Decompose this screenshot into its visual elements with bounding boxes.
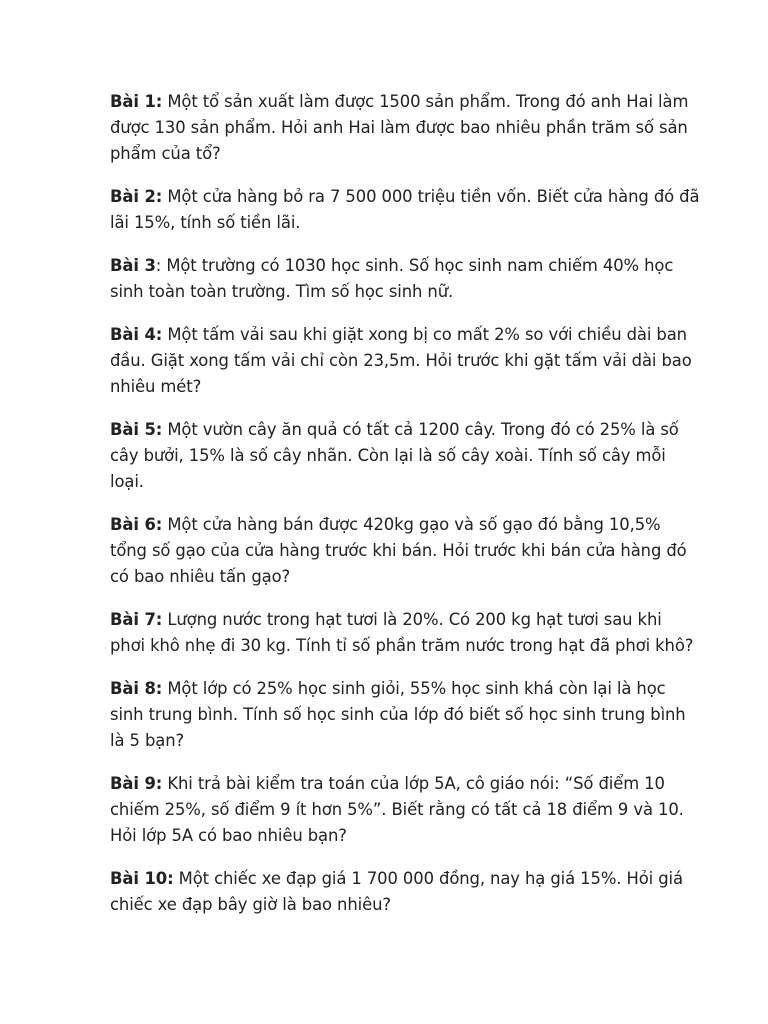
- problem-text: : Một trường có 1030 học sinh. Số học sinh nam chiếm 40% học sinh toàn toàn trường. Tìm số học sinh nữ.: [110, 256, 674, 301]
- problem-10: [110, 866, 700, 918]
- problem-5: [110, 417, 700, 495]
- problem-1: [110, 89, 700, 167]
- problem-label: Bài 2:: [110, 187, 163, 206]
- problem-text: Một cửa hàng bỏ ra 7 500 000 triệu tiền vốn. Biết cửa hàng đó đã lãi 15%, tính số tiền lãi.: [110, 187, 700, 232]
- problem-label: Bài 7:: [110, 610, 163, 629]
- problem-2: [110, 184, 700, 236]
- problem-text: Một vườn cây ăn quả có tất cả 1200 cây. Trong đó có 25% là số cây bưởi, 15% là số cây nhãn. Còn lại là số cây xoài. Tính số cây mỗi loại.: [110, 420, 679, 491]
- problem-label: Bài 5:: [110, 420, 163, 439]
- document-page: [110, 89, 700, 935]
- problem-label: Bài 3: [110, 256, 156, 275]
- problem-8: [110, 676, 700, 754]
- problem-text: Một tổ sản xuất làm được 1500 sản phẩm. Trong đó anh Hai làm được 130 sản phẩm. Hỏi anh Hai làm được bao nhiêu phần trăm số sản phẩm của tổ?: [110, 92, 689, 163]
- problem-label: Bài 9:: [110, 774, 163, 793]
- problem-text: Một lớp có 25% học sinh giỏi, 55% học sinh khá còn lại là học sinh trung bình. Tính số học sinh của lớp đó biết số học sinh trung bình là 5 bạn?: [110, 679, 686, 750]
- problem-label: Bài 10:: [110, 869, 174, 888]
- problem-label: Bài 4:: [110, 325, 163, 344]
- problem-label: Bài 8:: [110, 679, 163, 698]
- problem-4: [110, 322, 700, 400]
- problem-text: Một tấm vải sau khi giặt xong bị co mất 2% so với chiều dài ban đầu. Giặt xong tấm vải chỉ còn 23,5m. Hỏi trước khi gặt tấm vải dài bao nhiêu mét?: [110, 325, 692, 396]
- problem-label: Bài 1:: [110, 92, 163, 111]
- problem-3: [110, 253, 700, 305]
- problem-7: [110, 607, 700, 659]
- problem-text: Một cửa hàng bán được 420kg gạo và số gạo đó bằng 10,5% tổng số gạo của cửa hàng trước khi bán. Hỏi trước khi bán cửa hàng đó có bao nhiêu tấn gạo?: [110, 515, 687, 586]
- problem-text: Một chiếc xe đạp giá 1 700 000 đồng, nay hạ giá 15%. Hỏi giá chiếc xe đạp bây giờ là bao nhiêu?: [110, 869, 683, 914]
- problem-text: Lượng nước trong hạt tươi là 20%. Có 200 kg hạt tươi sau khi phơi khô nhẹ đi 30 kg. Tính tỉ số phần trăm nước trong hạt đã phơi khô?: [110, 610, 694, 655]
- problem-text: Khi trả bài kiểm tra toán của lớp 5A, cô giáo nói: “Số điểm 10 chiếm 25%, số điểm 9 ít hơn 5%”. Biết rằng có tất cả 18 điểm 9 và 10. Hỏi lớp 5A có bao nhiêu bạn?: [110, 774, 684, 845]
- problem-label: Bài 6:: [110, 515, 163, 534]
- problem-9: [110, 771, 700, 849]
- problem-6: [110, 512, 700, 590]
